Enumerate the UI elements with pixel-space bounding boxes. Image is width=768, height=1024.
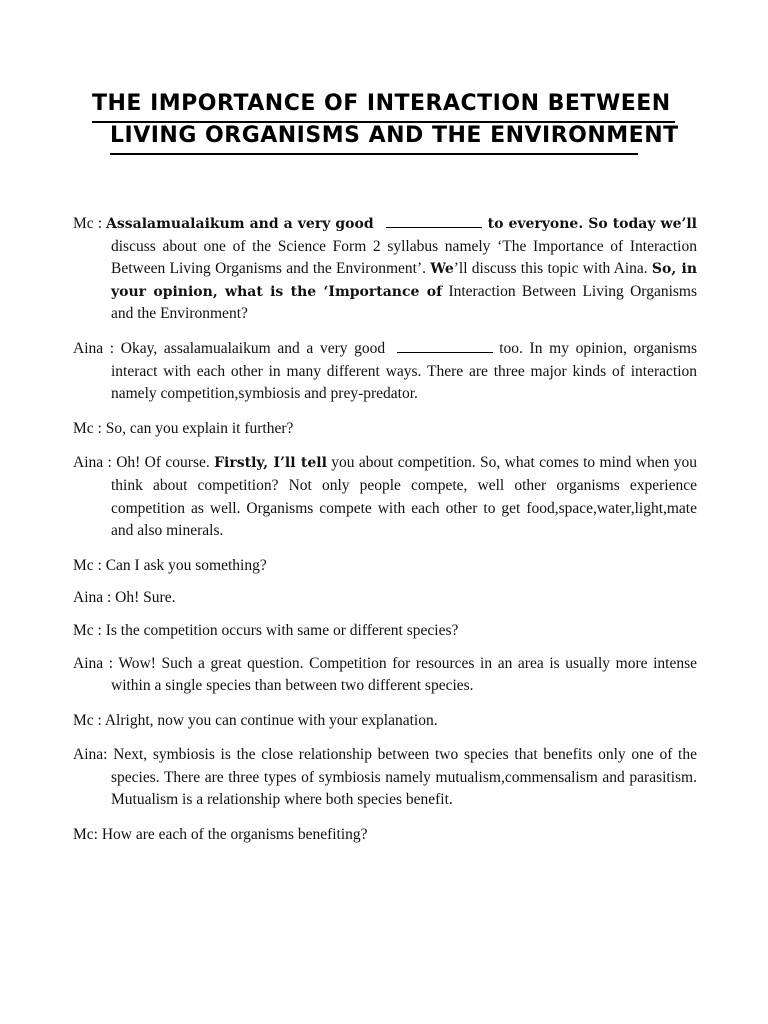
dialogue-text: So, in your opinion, what is the ‘Importance of [111, 261, 697, 300]
dialogue-line-p7 [73, 620, 697, 643]
fill-in-blank [386, 215, 482, 228]
dialogue-body [73, 213, 697, 859]
dialogue-text: too. In my opinion, organisms interact with each other in many different ways. There are three major kinds of interaction namely competition,symbiosis and prey-predator. [111, 339, 697, 403]
dialogue-text: Interaction Between Living Organisms and the Environment? [111, 282, 697, 323]
dialogue-text: We [430, 261, 454, 278]
dialogue-line-p8 [73, 653, 697, 698]
title-line-2 [110, 123, 679, 155]
dialogue-text: Mc : Alright, now you can continue with your explanation. [73, 711, 438, 729]
fill-in-blank [397, 340, 493, 353]
dialogue-text: Mc : So, can you explain it further? [73, 419, 294, 437]
dialogue-line-p1 [73, 213, 697, 326]
dialogue-line-p4 [73, 452, 697, 542]
dialogue-text: ’ll discuss this topic with Aina. [453, 260, 652, 278]
dialogue-text: Aina : Oh! Of course. [73, 454, 215, 472]
dialogue-line-p3 [73, 418, 697, 441]
dialogue-text: Aina : Okay, assalamualaikum and a very good [73, 339, 386, 357]
dialogue-line-p5 [73, 555, 697, 578]
title-line-1 [92, 93, 675, 123]
dialogue-text: discuss about one of the Science Form 2 syllabus namely ‘The Importance of Interaction Between Living Organisms and the Environment’. [111, 237, 697, 278]
title-underline-2 [110, 153, 638, 155]
dialogue-text: Aina : Wow! Such a great question. Competition for resources in an area is usually more intense within a single species than between two different species. [73, 654, 697, 695]
title-line-1-text: THE IMPORTANCE OF INTERACTION BETWEEN [92, 91, 671, 116]
dialogue-line-p2 [73, 338, 697, 406]
dialogue-text: Mc : [73, 215, 107, 232]
dialogue-line-p6 [73, 587, 697, 610]
dialogue-text: Firstly, I’ll tell [214, 455, 327, 472]
dialogue-text: Mc: How are each of the organisms benefiting? [73, 826, 368, 844]
dialogue-text: Assalamualaikum and a very good [106, 216, 374, 232]
title-line-2-text: LIVING ORGANISMS AND THE ENVIRONMENT [110, 123, 679, 148]
dialogue-text: Mc : Is the competition occurs with same or different species? [73, 621, 459, 639]
dialogue-text: Aina: Next, symbiosis is the close relationship between two species that benefits only one of the species. There are three types of symbiosis namely mutualism,commensalism and parasitism. Mutualism is a relationship where both species benefit. [73, 746, 697, 809]
dialogue-text: to everyone. So today we’ll [487, 216, 697, 232]
dialogue-text: Mc : Can I ask you something? [73, 556, 267, 574]
dialogue-line-p9 [73, 710, 697, 733]
dialogue-line-p10 [73, 744, 697, 812]
dialogue-text: Aina : Oh! Sure. [73, 589, 176, 607]
dialogue-text: you about competition. So, what comes to mind when you think about competition? Not only people compete, well other organisms experience competition as well. Organisms compete with each other to get food,space,water,light,mate and also minerals. [111, 454, 697, 540]
dialogue-line-p11 [73, 824, 697, 847]
